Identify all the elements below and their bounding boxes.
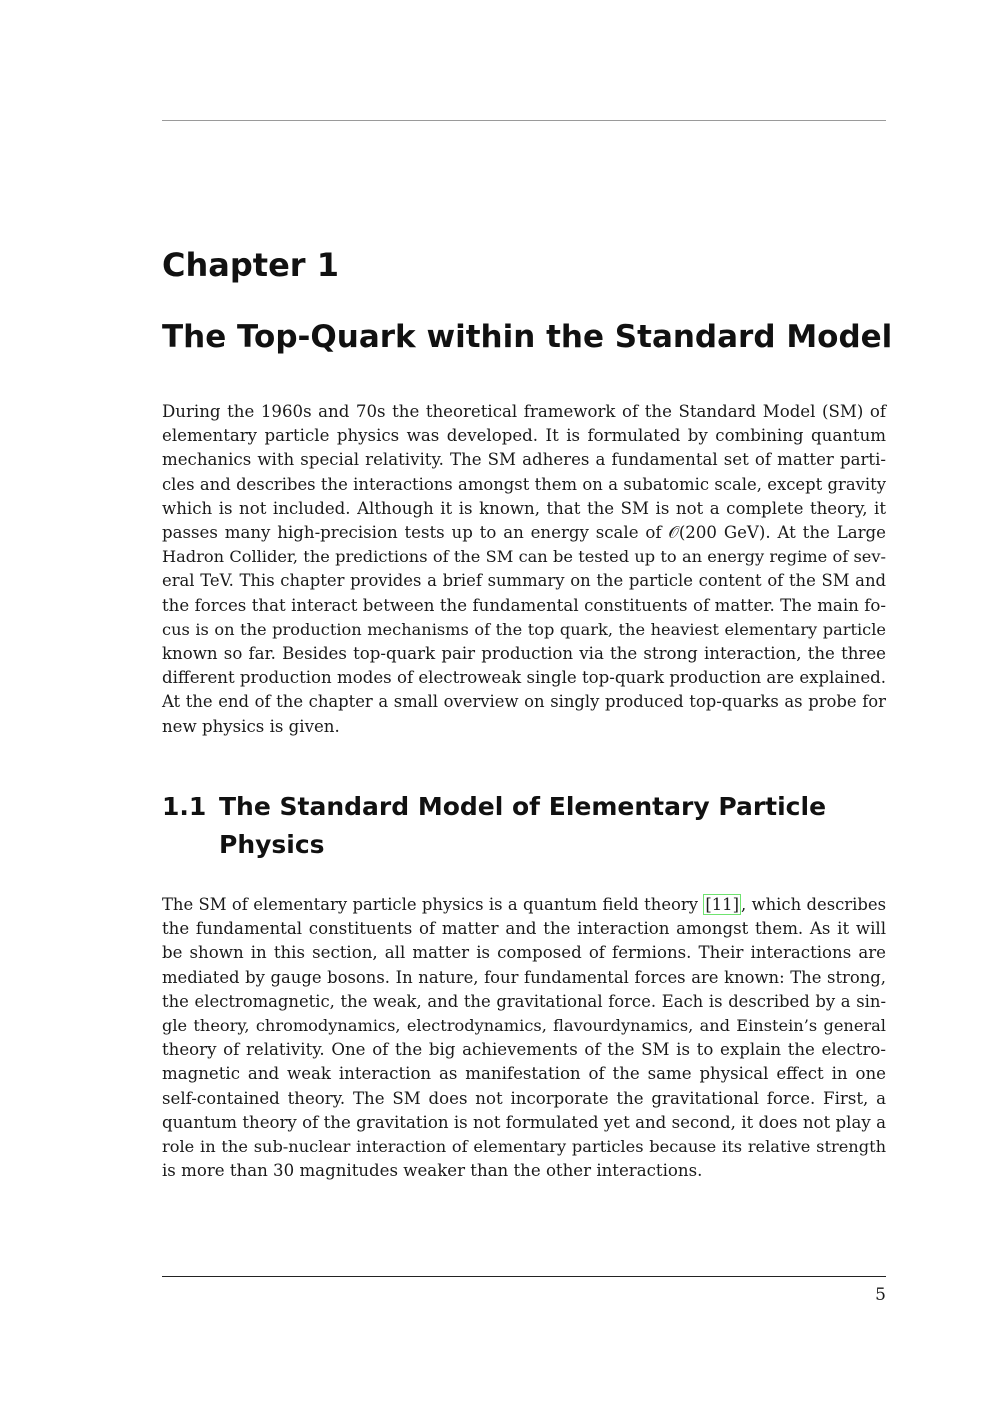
section-line xyxy=(162,893,886,917)
intro-line: cus is on the production mechanisms of the top quark, the heaviest elementary particle xyxy=(162,619,886,639)
chapter-title: The Top-Quark within the Standard Model xyxy=(162,319,893,355)
section-line: self-contained theory. The SM does not incorporate the gravitational force. First, a xyxy=(162,1088,886,1108)
section-text: The SM of elementary particle physics is a quantum field theory xyxy=(162,895,704,914)
intro-line: elementary particle physics was developed. It is formulated by combining quantum xyxy=(162,426,886,446)
intro-line: which is not included. Although it is known, that the SM is not a complete theory, it xyxy=(162,498,886,518)
section-title: The Standard Model of Elementary Particle Physics xyxy=(219,792,827,859)
intro-paragraph xyxy=(162,400,886,739)
section-line: is more than 30 magnitudes weaker than the other interactions. xyxy=(162,1161,703,1181)
intro-line: passes many high-precision tests up to an energy scale of 𝒪(200 GeV). At the Large xyxy=(162,523,886,543)
header-rule xyxy=(162,120,886,121)
section-line: the fundamental constituents of matter and the interaction amongst them. As it will xyxy=(162,919,886,939)
page-number: 5 xyxy=(875,1285,886,1305)
section-line: be shown in this section, all matter is composed of fermions. Their interactions are xyxy=(162,943,886,963)
section-text: , which describes xyxy=(741,895,886,914)
section-line: role in the sub-nuclear interaction of elementary particles because its relative strength xyxy=(162,1137,886,1157)
intro-line: the forces that interact between the fundamental constituents of matter. The main fo- xyxy=(162,595,886,615)
section-line: mediated by gauge bosons. In nature, four fundamental forces are known: The strong, xyxy=(162,967,886,987)
intro-line: mechanics with special relativity. The SM adheres a fundamental set of matter parti- xyxy=(162,450,886,470)
intro-line: At the end of the chapter a small overview on singly produced top-quarks as probe for xyxy=(162,692,886,712)
section-paragraph xyxy=(162,893,886,1183)
intro-line: different production modes of electroweak single top-quark production are explained. xyxy=(162,668,887,688)
section-line: gle theory, chromodynamics, electrodynamics, flavourdynamics, and Einstein’s general xyxy=(162,1016,886,1036)
intro-line: known so far. Besides top-quark pair production via the strong interaction, the three xyxy=(162,644,886,664)
section-heading xyxy=(162,788,886,864)
section-line: quantum theory of the gravitation is not formulated yet and second, it does not play a xyxy=(162,1112,886,1132)
section-line: magnetic and weak interaction as manifestation of the same physical effect in one xyxy=(162,1064,886,1084)
section-line: the electromagnetic, the weak, and the gravitational force. Each is described by a sin- xyxy=(162,991,886,1011)
intro-line: eral TeV. This chapter provides a brief summary on the particle content of the SM and xyxy=(162,571,886,591)
chapter-label: Chapter 1 xyxy=(162,246,339,284)
section-number: 1.1 xyxy=(162,792,207,821)
intro-line: During the 1960s and 70s the theoretical framework of the Standard Model (SM) of xyxy=(162,402,886,421)
footer-rule xyxy=(162,1276,886,1277)
intro-line: Hadron Collider, the predictions of the SM can be tested up to an energy regime of sev- xyxy=(162,547,886,567)
citation-link[interactable]: [11] xyxy=(705,895,740,914)
intro-line: cles and describes the interactions amongst them on a subatomic scale, except gravity xyxy=(162,474,886,494)
intro-line: new physics is given. xyxy=(162,716,340,736)
section-line: theory of relativity. One of the big achievements of the SM is to explain the electro- xyxy=(162,1040,886,1060)
